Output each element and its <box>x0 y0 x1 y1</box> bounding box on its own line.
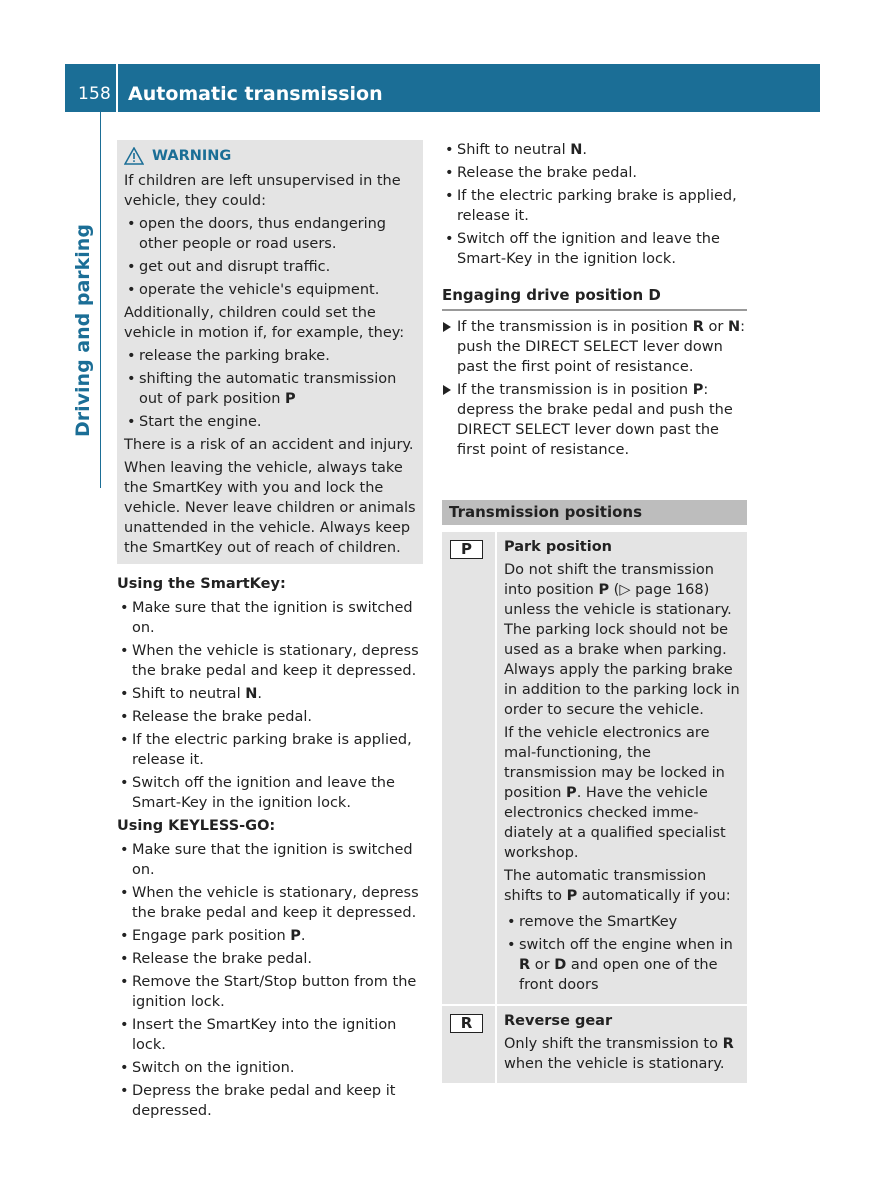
left-column <box>117 140 423 1124</box>
list-item: • If the electric parking brake is applied, release it. <box>117 730 423 770</box>
warning-heading-text: WARNING <box>152 148 232 164</box>
warning-advice: When leaving the vehicle, always take the SmartKey with you and lock the vehicle. Never leave children or animals unattended in the vehicle. Always keep the SmartKey out of reach of children. <box>124 460 416 556</box>
table-key-cell <box>442 1006 497 1083</box>
page-number: 158 <box>78 84 112 104</box>
list-item: • release the parking brake. <box>124 346 417 366</box>
table-value-cell <box>497 532 747 1004</box>
right-column <box>442 140 747 1083</box>
park-para-3: The automatic transmission shifts to P automatically if you: <box>504 868 731 904</box>
list-item: • Switch on the ignition. <box>117 1058 423 1078</box>
list-item: If the transmission is in position P: depress the brake pedal and push the DIRECT SELECT lever down past the first point of resistance. <box>442 380 747 460</box>
smartkey-heading: Using the SmartKey: <box>117 576 286 592</box>
list-item: If the transmission is in position R or N: push the DIRECT SELECT lever down past the first point of resistance. <box>442 317 747 377</box>
right-top-list <box>442 140 747 269</box>
list-item: • When the vehicle is stationary, depress the brake pedal and keep it depressed. <box>117 883 423 923</box>
smartkey-list <box>117 598 423 813</box>
keyless-heading: Using KEYLESS-GO: <box>117 818 276 834</box>
list-item: • Release the brake pedal. <box>117 707 423 727</box>
warning-heading <box>124 144 417 168</box>
list-item: • switch off the engine when in R or D and open one of the front doors <box>504 935 741 995</box>
list-item: • shifting the automatic transmission out of park position P <box>124 369 417 409</box>
list-item: • Switch off the ignition and leave the Smart-Key in the ignition lock. <box>117 773 423 813</box>
list-item: • When the vehicle is stationary, depress the brake pedal and keep it depressed. <box>117 641 423 681</box>
park-para-1: Do not shift the transmission into position P (▷ page 168) unless the vehicle is stationary. The parking lock should not be used as a brake when parking. Always apply the parking brake in addition to the parking lock in order to secure the vehicle. <box>504 562 740 718</box>
warning-list-1 <box>124 214 417 300</box>
list-item: • If the electric parking brake is applied, release it. <box>442 186 747 226</box>
gear-p-symbol: P <box>450 540 483 559</box>
list-item: • Release the brake pedal. <box>117 949 423 969</box>
engaging-heading: Engaging drive position D <box>442 281 747 311</box>
list-item: • open the doors, thus endangering other people or road users. <box>124 214 417 254</box>
warning-list-2 <box>124 346 417 432</box>
list-item: • get out and disrupt traffic. <box>124 257 417 277</box>
engaging-list <box>442 317 747 460</box>
list-item: • Make sure that the ignition is switched on. <box>117 840 423 880</box>
list-item: • Engage park position P. <box>117 926 423 946</box>
list-item: • Make sure that the ignition is switched on. <box>117 598 423 638</box>
header-divider <box>116 64 118 112</box>
side-tab-label: Driving and parking <box>72 224 94 437</box>
park-title: Park position <box>504 539 612 555</box>
warning-risk: There is a risk of an accident and injury. <box>124 437 414 453</box>
reverse-title: Reverse gear <box>504 1013 613 1029</box>
gear-r-symbol: R <box>450 1014 483 1033</box>
warning-triangle-icon <box>124 147 144 165</box>
table-value-cell <box>497 1006 747 1083</box>
table-key-cell <box>442 532 497 1004</box>
list-item: • Shift to neutral N. <box>117 684 423 704</box>
list-item: • remove the SmartKey <box>504 912 741 932</box>
table-row-reverse <box>442 1006 747 1083</box>
list-item: • Release the brake pedal. <box>442 163 747 183</box>
list-item: • Switch off the ignition and leave the Smart-Key in the ignition lock. <box>442 229 747 269</box>
park-list <box>504 912 741 995</box>
table-row-park <box>442 532 747 1006</box>
page-title: Automatic transmission <box>128 83 383 105</box>
warning-para-2: Additionally, children could set the vehicle in motion if, for example, they: <box>124 305 405 341</box>
reverse-para-1: Only shift the transmission to R when the vehicle is stationary. <box>504 1036 734 1072</box>
warning-box <box>117 140 423 564</box>
list-item: • operate the vehicle's equipment. <box>124 280 417 300</box>
list-item: • Remove the Start/Stop button from the ignition lock. <box>117 972 423 1012</box>
keyless-list <box>117 840 423 1121</box>
list-item: • Shift to neutral N. <box>442 140 747 160</box>
list-item: • Insert the SmartKey into the ignition lock. <box>117 1015 423 1055</box>
warning-intro: If children are left unsupervised in the vehicle, they could: <box>124 173 401 209</box>
transmission-table-heading: Transmission positions <box>442 500 747 525</box>
transmission-table <box>442 532 747 1083</box>
list-item: • Start the engine. <box>124 412 417 432</box>
list-item: • Depress the brake pedal and keep it depressed. <box>117 1081 423 1121</box>
park-para-2: If the vehicle electronics are mal-functioning, the transmission may be locked in position P. Have the vehicle electronics checked imme-diately at a qualified specialist workshop. <box>504 725 726 861</box>
